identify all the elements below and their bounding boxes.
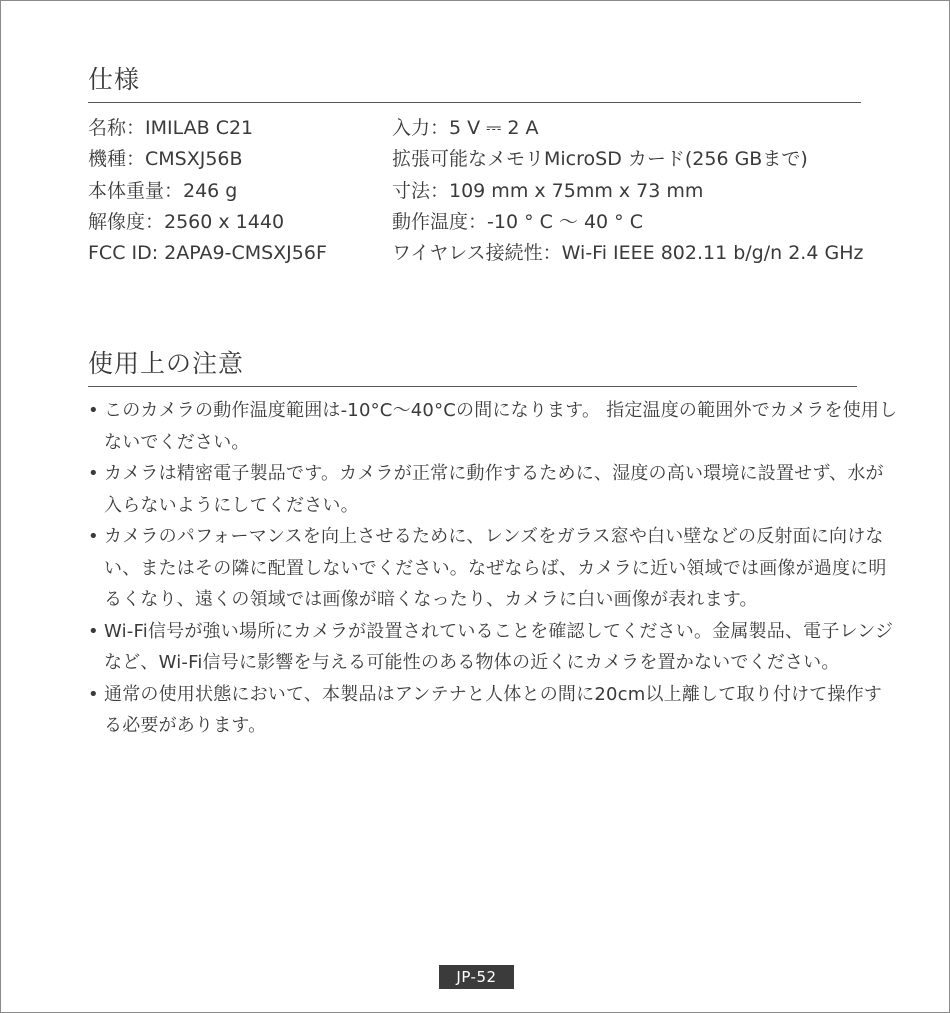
spec-resolution: 解像度：2560 x 1440 — [88, 210, 285, 233]
page-number-badge: JP-52 — [439, 965, 514, 989]
specs-heading: 仕様 — [88, 65, 141, 94]
bullet-icon: • — [88, 400, 99, 421]
spec-operating-temperature: 動作温度：-10 ° C ～ 40 ° C — [392, 210, 643, 233]
spec-wireless: ワイヤレス接続性：Wi-Fi IEEE 802.11 b/g/n 2.4 GHz — [392, 242, 864, 265]
caution-text: カメラのパフォーマンスを向上させるために、レンズをガラス窓や白い壁などの反射面に向けない、またはその隣に配置しないでください。なぜならば、カメラに近い領域では画像が過度に明るくなり、遠くの領域では画像が暗くなったり、カメラに白い画像が表れます。 — [104, 526, 887, 610]
spec-dimensions: 寸法：109 mm x 75mm x 73 mm — [392, 179, 704, 202]
cautions-divider — [88, 386, 857, 387]
spec-weight: 本体重量：246 g — [88, 179, 238, 202]
bullet-icon: • — [88, 683, 99, 705]
bullet-icon: • — [88, 526, 99, 547]
list-item — [88, 616, 898, 679]
spec-model: 機種：CMSXJ56B — [88, 148, 243, 171]
caution-text: このカメラの動作温度範囲は-10°C～40°Cの間になります。 指定温度の範囲外でカメラを使用しないでください。 — [104, 400, 898, 453]
list-item — [88, 458, 898, 521]
specs-right-column — [392, 113, 863, 269]
spec-storage: 拡張可能なメモリMicroSD カード(256 GBまで) — [392, 148, 808, 171]
bullet-icon: • — [88, 620, 99, 642]
caution-text: 通常の使用状態において、本製品はアンテナと人体との間に20cm以上離して取り付けて操作する必要があります。 — [104, 683, 883, 736]
specs-divider — [88, 102, 861, 103]
caution-text: カメラは精密電子製品です。カメラが正常に動作するために、湿度の高い環境に設置せず、水が入らないようにしてください。 — [104, 463, 884, 516]
spec-input: 入力：5 V ⎓ 2 A — [392, 117, 539, 139]
cautions-list — [88, 395, 898, 742]
cautions-heading: 使用上の注意 — [88, 349, 245, 378]
list-item — [88, 395, 898, 458]
bullet-icon: • — [88, 463, 99, 484]
spec-name: 名称：IMILAB C21 — [88, 117, 254, 139]
list-item — [88, 521, 898, 616]
specs-left-column — [88, 113, 327, 269]
spec-fcc-id: FCC ID: 2APA9-CMSXJ56F — [88, 242, 327, 265]
list-item — [88, 679, 898, 742]
caution-text: Wi-Fi信号が強い場所にカメラが設置されていることを確認してください。金属製品、電子レンジなど、Wi-Fi信号に影響を与える可能性のある物体の近くにカメラを置かないでください。 — [104, 620, 894, 673]
